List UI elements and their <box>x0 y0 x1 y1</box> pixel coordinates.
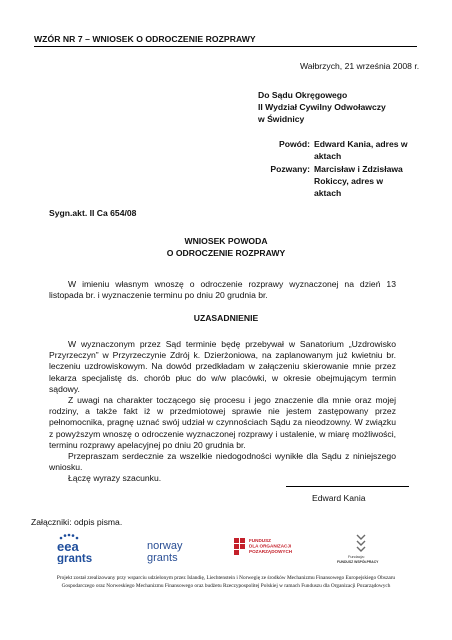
document-title <box>0 235 452 259</box>
plaintiff-value <box>314 138 423 162</box>
signature-line <box>286 486 409 487</box>
justification-paragraph: Przepraszam serdecznie za wszelkie niedogodności wynikłe dla Sądu z niniejszego wniosku. <box>49 451 396 473</box>
title-line: WNIOSEK POWODA <box>184 236 268 246</box>
request-section <box>49 279 396 301</box>
fundusz-text: DLA ORGANIZACJI <box>249 543 292 549</box>
request-paragraph: W imieniu własnym wnoszę o odroczenie rozprawy wyznaczonej na dzień 13 listopada br. i wyznaczenie terminu po dniu 20 grudnia br. <box>49 279 396 301</box>
case-reference: Sygn.akt. II Ca 654/08 <box>49 208 137 218</box>
justification-paragraph: W wyznaczonym przez Sąd terminie będę przebywał w Sanatorium „Uzdrowisko Przyrzeczyn” w Przyrzeczynie Zdrój k. Dzierżoniowa, na zaplanowanym już kwietniu br. leczeniu uzdrowiskowym. Na dowód przedkładam w załączeniu skierowanie mnie przez lekarza specjalistę ds. chorób płuc do w/w placówki, w okresie obejmującym termin sądowy. <box>49 339 396 394</box>
defendants-value <box>314 163 423 199</box>
plaintiff-row <box>243 138 423 162</box>
norway-logo-text: norway <box>147 540 183 552</box>
justification-paragraph: Z uwagi na charakter toczącego się procesu i jego znaczenie dla mnie oraz mojej rodziny, a także fakt iż w przedmiotowej sprawie nie jestem zastępowany przez pełnomocnika, pragnę uznać swój udział w czynnościach Sądu za nieodzowny. W związku z powyższym wnoszę o odroczenie wyznaczonej rozprawy i ustalenie, w miarę możliwości, terminu rozprawy apelacyjnej po dniu 20 grudnia br. <box>49 395 396 450</box>
fundacja-logo <box>335 532 405 571</box>
fundacja-name: FUNDUSZ WSPÓŁPRACY <box>337 560 379 564</box>
norway-logo-text: grants <box>147 552 178 564</box>
justification-section <box>49 339 396 485</box>
signature-name: Edward Kania <box>312 493 366 503</box>
plaintiff-line: Edward Kania, adres w <box>314 139 408 149</box>
defendants-label: Pozwany: <box>270 164 310 174</box>
date-line: Wałbrzych, 21 września 2008 r. <box>300 61 420 71</box>
defendants-row <box>243 163 423 199</box>
defendants-line: Rokiccy, adres w <box>314 176 384 186</box>
defendants-line: aktach <box>314 188 342 198</box>
fundusz-text: FUNDUSZ <box>249 538 271 543</box>
addressee-line: Do Sądu Okręgowego <box>258 90 348 100</box>
funding-footer: Projekt został zrealizowany przy wsparciu udzielonym przez Islandię, Liechtenstein i Norwegię ze środków Mechanizmu Finansowego Europejskiego Obszaru Gospodarczego oraz Norweskiego Mechanizmu Finansowego oraz budżetu Rzeczypospolitej Polskiej w ramach Funduszu dla Organizacji Pozarządowych <box>56 575 396 590</box>
plaintiff-label: Powód: <box>278 139 310 149</box>
header-divider <box>34 46 417 47</box>
eea-grants-logo <box>56 532 132 569</box>
plaintiff-line: aktach <box>314 151 342 161</box>
eea-logo-text: grants <box>57 553 93 564</box>
fundusz-logo <box>232 532 316 569</box>
document-header: WZÓR NR 7 – WNIOSEK O ODROCZENIE ROZPRAWY <box>34 34 256 44</box>
addressee-block <box>258 89 386 125</box>
norway-grants-logo <box>145 532 215 569</box>
eea-logo-text: eea <box>57 539 79 554</box>
fundacja-label: Fundacja: <box>348 555 365 559</box>
closing-line: Łączę wyrazy szacunku. <box>68 473 162 484</box>
addressee-line: w Świdnicy <box>258 114 305 124</box>
addressee-line: II Wydział Cywilny Odwoławczy <box>258 102 386 112</box>
fundusz-text: POZARZĄDOWYCH <box>249 549 293 554</box>
attachments-note: Załączniki: odpis pisma. <box>31 517 123 527</box>
defendants-line: Marcisław i Zdzisława <box>314 164 403 174</box>
justification-heading: UZASADNIENIE <box>193 313 259 323</box>
title-line: O ODROCZENIE ROZPRAWY <box>166 248 286 258</box>
